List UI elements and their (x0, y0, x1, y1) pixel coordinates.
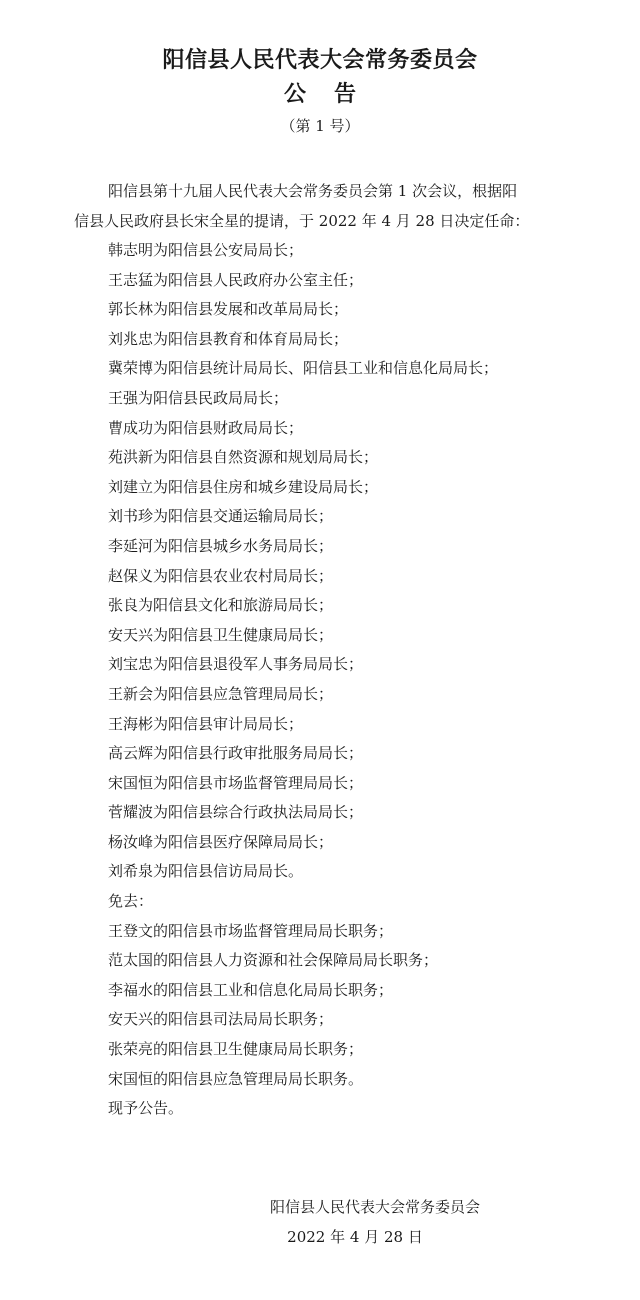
appointment-item: 安天兴为阳信县卫生健康局局长； (108, 625, 334, 644)
appointment-item: 王志猛为阳信县人民政府办公室主任； (108, 270, 364, 289)
removal-item: 宋国恒的阳信县应急管理局局长职务。 (108, 1069, 364, 1088)
appointment-item: 赵保义为阳信县农业农村局局长； (108, 566, 334, 585)
appointment-item: 刘建立为阳信县住房和城乡建设局局长； (108, 477, 379, 496)
signature-organization: 阳信县人民代表大会常务委员会 (269, 1198, 480, 1216)
signature-date: 2022 年 4 月 28 日 (287, 1228, 423, 1246)
appointment-item: 李延河为阳信县城乡水务局局长； (108, 536, 334, 555)
appointment-item: 刘希泉为阳信县信访局局长。 (108, 862, 304, 881)
appointment-item: 曹成功为阳信县财政局局长； (108, 418, 304, 437)
appointment-item: 韩志明为阳信县公安局局长； (108, 241, 304, 259)
appointment-item: 刘兆忠为阳信县教育和体育局局长； (108, 329, 349, 348)
removal-item: 张荣亮的阳信县卫生健康局局长职务； (108, 1040, 364, 1059)
appointment-item: 刘宝忠为阳信县退役军人事务局局长； (108, 655, 364, 674)
document-subtitle: 公告 (283, 82, 384, 107)
document-body (74, 176, 578, 1124)
removal-item: 范太国的阳信县人力资源和社会保障局局长职务； (108, 951, 439, 970)
removal-heading: 免去： (108, 892, 154, 911)
appointment-item: 王新会为阳信县应急管理局局长； (108, 684, 334, 703)
intro-paragraph-line2: 信县人民政府县长宋全星的提请，于 2022 年 4 月 28 日决定任命： (74, 212, 530, 230)
removal-item: 王登文的阳信县市场监督管理局局长职务； (108, 921, 394, 940)
appointment-item: 张良为阳信县文化和旅游局局长； (108, 596, 334, 615)
removal-item: 李福水的阳信县工业和信息化局局长职务； (108, 980, 394, 999)
document-title: 阳信县人民代表大会常务委员会 (162, 48, 478, 73)
appointment-item: 冀荣博为阳信县统计局局长、阳信县工业和信息化局局长； (108, 359, 499, 378)
appointment-item: 菅耀波为阳信县综合行政执法局局长； (108, 803, 364, 822)
appointment-list (108, 236, 578, 1124)
appointment-item: 苑洪新为阳信县自然资源和规划局局长； (108, 448, 379, 467)
appointment-item: 宋国恒为阳信县市场监督管理局局长； (108, 773, 364, 792)
document-number: （第 1 号） (280, 117, 360, 135)
appointment-item: 杨汝峰为阳信县医疗保障局局长； (108, 832, 334, 851)
removal-item: 安天兴的阳信县司法局局长职务； (108, 1010, 334, 1029)
intro-paragraph-line1: 阳信县第十九届人民代表大会常务委员会第 1 次会议，根据阳 (108, 182, 518, 200)
appointment-item: 郭长林为阳信县发展和改革局局长； (108, 300, 349, 319)
appointment-item: 刘书珍为阳信县交通运输局局长； (108, 507, 334, 526)
closing-statement: 现予公告。 (108, 1099, 184, 1118)
appointment-item: 高云辉为阳信县行政审批服务局局长； (108, 744, 364, 763)
appointment-item: 王强为阳信县民政局局长； (108, 388, 289, 407)
appointment-item: 王海彬为阳信县审计局局长； (108, 714, 304, 733)
